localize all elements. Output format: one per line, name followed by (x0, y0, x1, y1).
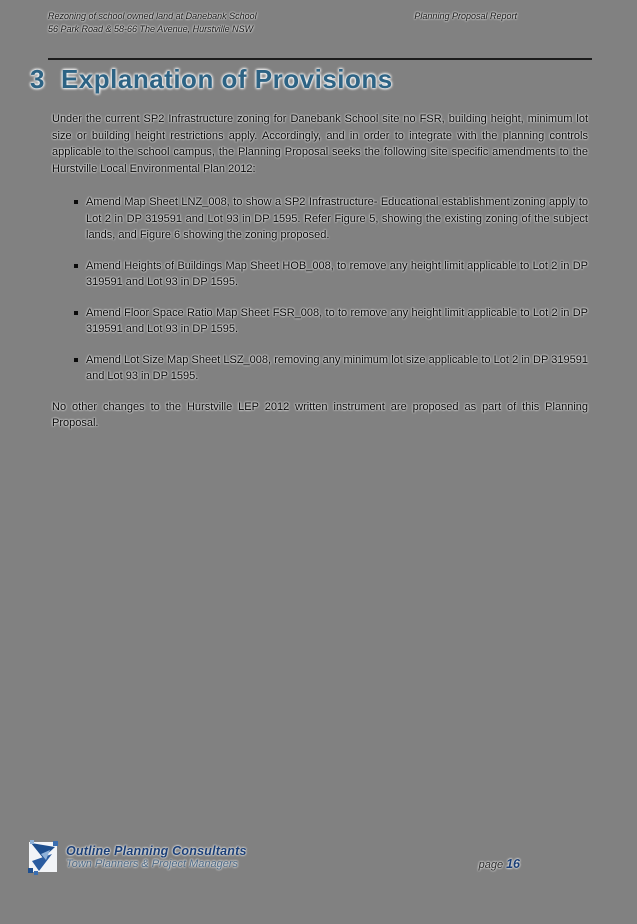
amendments-list (52, 194, 588, 385)
intro-paragraph: Under the current SP2 Infrastructure zoning for Danebank School site no FSR, building height, minimum lot size or building height restrictions apply. Accordingly, and in order to integrate with the planning controls applicable to the school campus, the Planning Proposal seeks the following site specific amendments to the Hurstville Local Environmental Plan 2012: (52, 113, 588, 175)
list-item-lsz: Amend Lot Size Map Sheet LSZ_008, removing any minimum lot size applicable to Lot 2 in DP 319591 and Lot 93 in DP 1595. (86, 352, 588, 385)
outline-planning-logo-icon (28, 840, 60, 876)
footer-company-name: Outline Planning Consultants (66, 844, 247, 858)
header-doc-title: Rezoning of school owned land at Danebank School (48, 11, 257, 21)
page-number-value: 16 (506, 857, 520, 871)
page-header (0, 0, 637, 36)
header-doc-address: 56 Park Road & 58-66 The Avenue, Hurstville NSW (48, 24, 254, 34)
page-footer (28, 840, 247, 876)
section-number: 3 (30, 64, 45, 94)
footer-text-block (66, 845, 247, 871)
page-number-label: page (478, 859, 504, 871)
header-divider (48, 58, 592, 60)
section-title: Explanation of Provisions (60, 64, 393, 94)
header-left-block (48, 10, 257, 36)
list-item-lnz: Amend Map Sheet LNZ_008, to show a SP2 Infrastructure- Educational establishment zoning apply to Lot 2 in DP 319591 and Lot 93 in DP 1595. Refer Figure 5, showing the existing zoning of the subject lands, and Figure 6 showing the zoning proposed. (86, 194, 588, 244)
page-number (479, 857, 520, 871)
document-body (0, 111, 637, 432)
list-item-hob: Amend Heights of Buildings Map Sheet HOB_008, to remove any height limit applicable to Lot 2 in DP 319591 and Lot 93 in DP 1595. (86, 258, 588, 291)
section-heading (30, 64, 637, 95)
header-report-type: Planning Proposal Report (414, 11, 517, 21)
footer-tagline: Town Planners & Project Managers (66, 858, 239, 870)
closing-paragraph: No other changes to the Hurstville LEP 2012 written instrument are proposed as part of this Planning Proposal. (52, 400, 588, 429)
list-item-fsr: Amend Floor Space Ratio Map Sheet FSR_008, to to remove any height limit applicable to Lot 2 in DP 319591 and Lot 93 in DP 1595. (86, 305, 588, 338)
